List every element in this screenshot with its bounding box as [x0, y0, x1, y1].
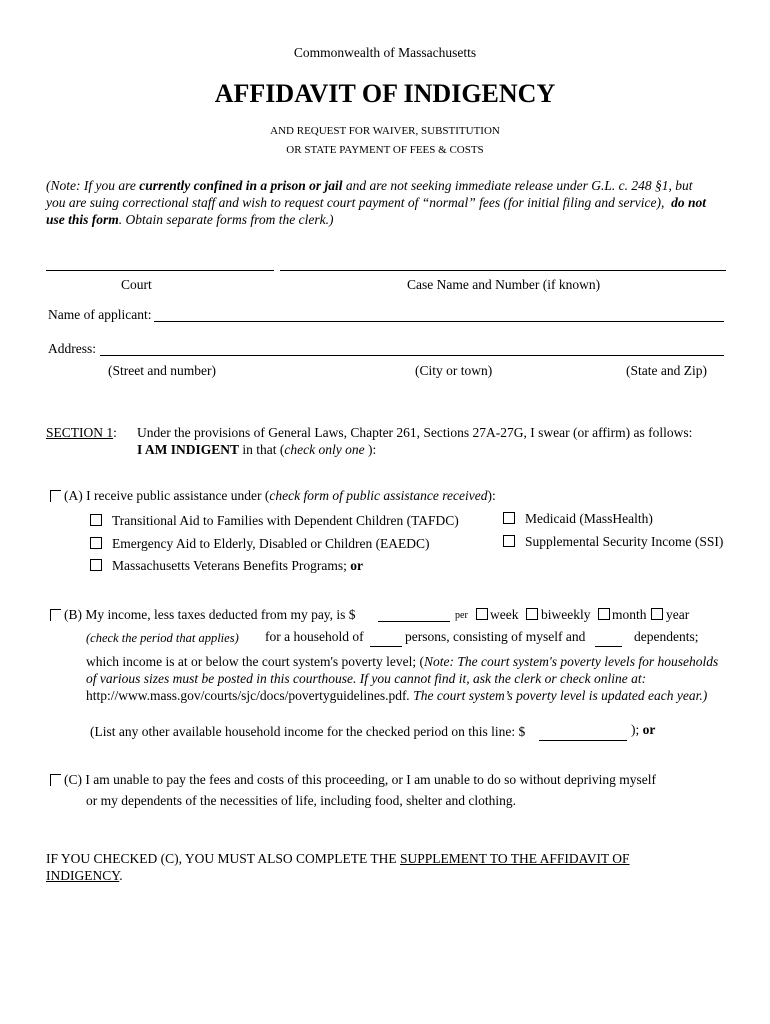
court-label: Court [121, 277, 152, 292]
per-label: per [455, 610, 468, 621]
page-title: AFFIDAVIT OF INDIGENCY [214, 79, 556, 108]
applicant-name-field[interactable] [154, 321, 724, 322]
poverty-line-1: which income is at or below the court system's poverty level; (Note: The court system's poverty levels for households [86, 654, 719, 669]
ssi-label: Supplemental Security Income (SSI) [525, 534, 724, 549]
week-checkbox[interactable] [476, 608, 488, 620]
option-a-text: (A) I receive public assistance under (check form of public assistance received): [64, 488, 496, 503]
poverty-guidelines-link[interactable]: http://www.mass.gov/courts/sjc/docs/povertyguidelines.pdf [86, 688, 407, 703]
supplement-instruction-line-2: INDIGENCY. [46, 868, 123, 883]
dependents-label: dependents; [634, 629, 699, 644]
poverty-line-2: of various sizes must be posted in this courthouse. If you cannot find it, ask the clerk or check online at: [86, 671, 647, 686]
tafdc-checkbox[interactable] [90, 514, 102, 526]
tafdc-label: Transitional Aid to Families with Dependent Children (TAFDC) [112, 513, 459, 528]
indigent-statement: I AM INDIGENT in that (check only one ): [137, 442, 377, 457]
note-line-1: (Note: If you are currently confined in a prison or jail and are not seeking immediate release under G.L. c. 248 §1, but [46, 178, 693, 193]
option-a-checkbox[interactable] [50, 490, 61, 502]
address-label: Address: [48, 341, 96, 356]
month-label: month [612, 607, 647, 622]
check-period-note: (check the period that applies) [86, 631, 239, 645]
dependents-count-field[interactable] [595, 646, 622, 647]
eaedc-checkbox[interactable] [90, 537, 102, 549]
biweekly-checkbox[interactable] [526, 608, 538, 620]
option-c-checkbox[interactable] [50, 774, 61, 786]
veterans-label: Massachusetts Veterans Benefits Programs; or [112, 558, 363, 573]
section-1-intro: Under the provisions of General Laws, Chapter 261, Sections 27A-27G, I swear (or affirm) as follows: [137, 425, 693, 440]
case-field[interactable] [280, 270, 726, 271]
supplement-instruction: IF YOU CHECKED (C), YOU MUST ALSO COMPLETE THE SUPPLEMENT TO THE AFFIDAVIT OF [46, 851, 630, 866]
state-zip-label: (State and Zip) [626, 363, 707, 378]
medicaid-label: Medicaid (MassHealth) [525, 511, 653, 526]
option-b-income-text: (B) My income, less taxes deducted from my pay, is $ [64, 607, 356, 622]
option-c-line-2: or my dependents of the necessities of life, including food, shelter and clothing. [86, 793, 517, 808]
option-c-line-1: (C) I am unable to pay the fees and costs of this proceeding, or I am unable to do so without depriving myself [64, 772, 656, 787]
section-1-label: SECTION 1: [46, 425, 117, 440]
year-label: year [666, 607, 690, 622]
biweekly-label: biweekly [541, 607, 591, 622]
year-checkbox[interactable] [651, 608, 663, 620]
subtitle-line-1: AND REQUEST FOR WAIVER, SUBSTITUTION [270, 125, 500, 137]
household-size-field[interactable] [370, 646, 402, 647]
note-line-3: use this form. Obtain separate forms from the clerk.) [46, 212, 334, 227]
household-label: for a household of [265, 629, 364, 644]
court-field[interactable] [46, 270, 274, 271]
address-field[interactable] [100, 355, 724, 356]
applicant-name-label: Name of applicant: [48, 307, 152, 322]
eaedc-label: Emergency Aid to Elderly, Disabled or Children (EAEDC) [112, 536, 430, 551]
case-label: Case Name and Number (if known) [407, 277, 601, 292]
supplement-link[interactable]: SUPPLEMENT TO THE AFFIDAVIT OF [400, 851, 630, 866]
other-income-field[interactable] [539, 740, 627, 741]
street-label: (Street and number) [108, 363, 216, 378]
other-income-end: ); or [631, 722, 656, 737]
persons-label: persons, consisting of myself and [405, 629, 586, 644]
poverty-line-3: http://www.mass.gov/courts/sjc/docs/povertyguidelines.pdf. The court system’s poverty level is updated each year.) [86, 688, 708, 703]
option-b-checkbox[interactable] [50, 609, 61, 621]
other-income-text: (List any other available household income for the checked period on this line: $ [90, 724, 526, 739]
ssi-checkbox[interactable] [503, 535, 515, 547]
month-checkbox[interactable] [598, 608, 610, 620]
medicaid-checkbox[interactable] [503, 512, 515, 524]
note-line-2: you are suing correctional staff and wish to request court payment of “normal” fees (for initial filing and service), do not [46, 195, 706, 210]
subtitle-line-2: OR STATE PAYMENT OF FEES & COSTS [286, 144, 484, 156]
income-amount-field[interactable] [378, 621, 450, 622]
veterans-checkbox[interactable] [90, 559, 102, 571]
week-label: week [490, 607, 519, 622]
commonwealth-heading: Commonwealth of Massachusetts [293, 45, 477, 60]
city-label: (City or town) [415, 363, 493, 378]
